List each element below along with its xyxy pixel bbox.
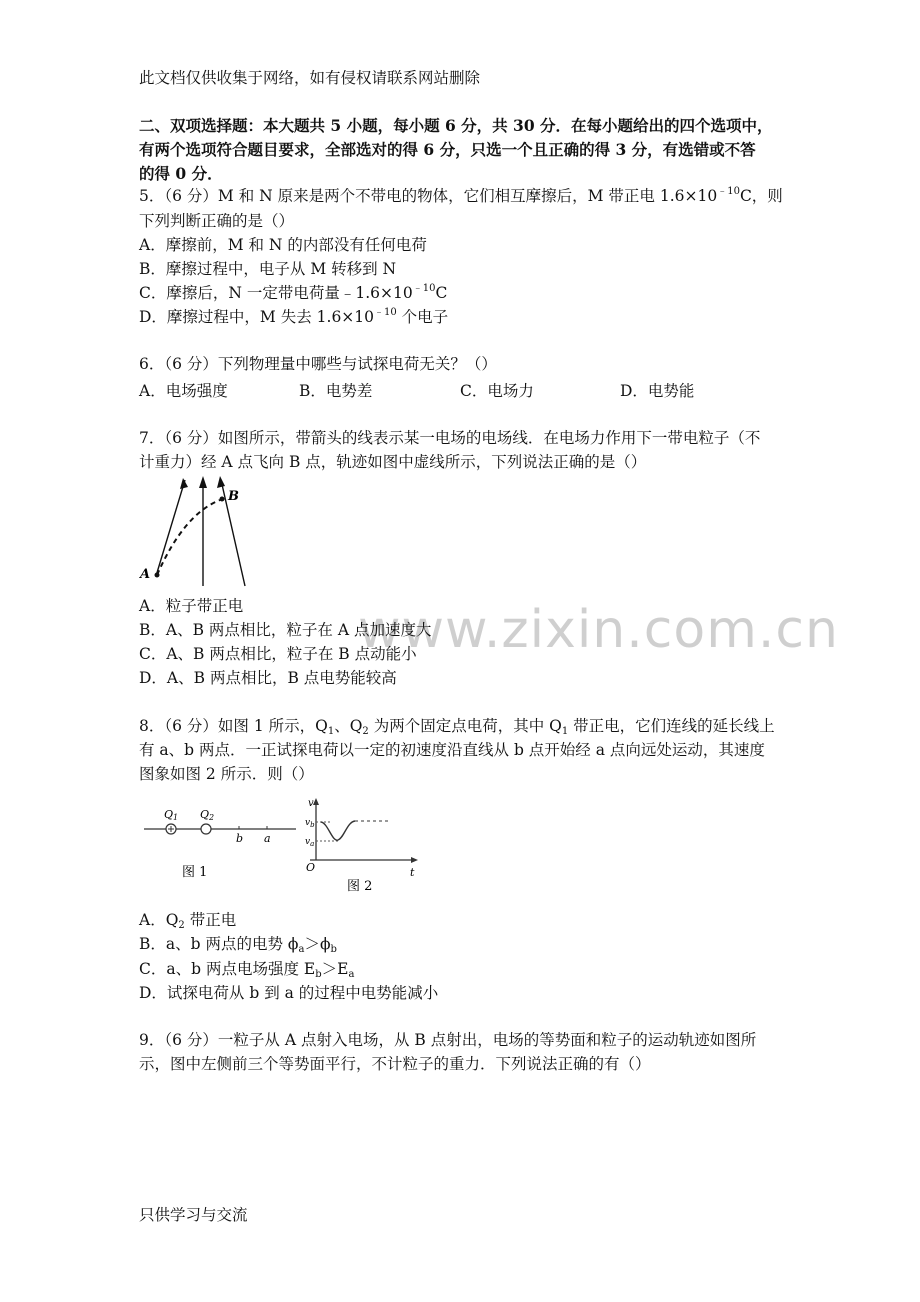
q5-option-a: A．摩擦前，M 和 N 的内部没有任何电荷 bbox=[139, 236, 427, 254]
q5-stem-line-1: 5．（6 分）M 和 N 原来是两个不带电的物体，它们相互摩擦后，M 带正电 $1.6\times 10^{﹣10}C$，则 bbox=[139, 186, 783, 205]
q8-stem-line-3: 图象如图 2 所示．则（） bbox=[139, 765, 314, 783]
t-axis-label: t bbox=[410, 866, 415, 879]
q6-option-b: B．电势差 bbox=[299, 382, 373, 400]
field-line-left bbox=[156, 480, 185, 576]
q5-option-c: C．摩擦后，N 一定带电荷量$﹣1.6\times 10^{﹣10}C$ bbox=[139, 283, 448, 302]
point-a-dot bbox=[155, 573, 160, 578]
q6-stem: 6．（6 分）下列物理量中哪些与试探电荷无关？（） bbox=[139, 355, 497, 373]
q5-stem-line-2: 下列判断正确的是（） bbox=[139, 212, 295, 230]
q2-charge-icon bbox=[201, 824, 211, 834]
q8-option-b: B．a、b 两点的电势 $\phi_a>\phi_b$ bbox=[139, 935, 337, 955]
watermark: www.zixin.com.cn bbox=[358, 600, 839, 660]
q5-option-b: B．摩擦过程中，电子从 M 转移到 N bbox=[139, 260, 397, 278]
point-b-label: b bbox=[236, 832, 244, 845]
q8-stem-line-1: 8．（6 分）如图 1 所示，$Q_1$、$Q_2$ 为两个固定点电荷，其中 $Q_1$ 带正电，它们连线的延长线上 bbox=[139, 717, 775, 737]
point-b-label: B bbox=[228, 489, 239, 504]
q7-stem-line-2: 计重力）经 A 点飞向 B 点，轨迹如图中虚线所示，下列说法正确的是（） bbox=[139, 453, 647, 471]
va-label: $v_a$ bbox=[305, 837, 315, 848]
section-title-line-1: 二、双项选择题：本大题共 5 小题，每小题 6 分，共 30 分．在每小题给出的四个选项中， bbox=[139, 116, 773, 135]
figure-2-caption: 图 2 bbox=[347, 879, 373, 894]
q7-option-d: D．A、B 两点相比，B 点电势能较高 bbox=[139, 669, 397, 687]
arrowhead-icon bbox=[199, 476, 207, 488]
q5-option-d: D．摩擦过程中，M 失去 $1.6\times 10^{﹣10}$ 个电子 bbox=[139, 307, 449, 326]
particle-trajectory bbox=[157, 500, 220, 575]
q9-stem-line-2: 示，图中左侧前三个等势面平行，不计粒子的重力．下列说法正确的有（） bbox=[139, 1055, 651, 1073]
figure-1-caption: 图 1 bbox=[182, 865, 208, 880]
q6-option-c: C．电场力 bbox=[460, 382, 534, 400]
q7-field-lines-figure bbox=[136, 474, 256, 590]
point-b-dot bbox=[220, 497, 225, 502]
origin-label: O bbox=[306, 861, 316, 874]
q8-option-d: D．试探电荷从 b 到 a 的过程中电势能减小 bbox=[139, 984, 439, 1002]
q7-stem-line-1: 7．（6 分）如图所示，带箭头的线表示某一电场的电场线．在电场力作用下一带电粒子（不 bbox=[139, 429, 761, 447]
q8-figure-1 bbox=[140, 808, 300, 888]
q8-stem-line-2: 有 a、b 两点．一正试探电荷以一定的初速度沿直线从 b 点开始经 a 点向远处运动，其速度 bbox=[139, 741, 765, 759]
velocity-curve bbox=[321, 821, 355, 840]
q7-option-b: B．A、B 两点相比，粒子在 A 点加速度大 bbox=[139, 621, 432, 639]
arrowhead-icon bbox=[411, 857, 418, 863]
vb-label: $v_b$ bbox=[305, 818, 315, 829]
q7-option-a: A．粒子带正电 bbox=[139, 597, 244, 615]
point-a-label: a bbox=[264, 832, 271, 845]
q8-option-a: A．$Q_2$ 带正电 bbox=[139, 911, 237, 931]
footer-note: 只供学习与交流 bbox=[139, 1206, 248, 1224]
arrowhead-icon bbox=[313, 798, 319, 805]
arrowhead-icon bbox=[180, 478, 188, 489]
section-title-line-3: 的得 0 分． bbox=[139, 164, 223, 183]
header-note: 此文档仅供收集于网络，如有侵权请联系网站删除 bbox=[139, 69, 481, 87]
q7-option-c: C．A、B 两点相比，粒子在 B 点动能小 bbox=[139, 645, 417, 663]
q9-stem-line-1: 9．（6 分）一粒子从 A 点射入电场，从 B 点射出，电场的等势面和粒子的运动轨迹如图所 bbox=[139, 1031, 757, 1049]
point-a-label: A bbox=[140, 567, 151, 582]
q8-option-c: C．a、b 两点电场强度 $E_b>E_a$ bbox=[139, 960, 355, 980]
v-axis-label: v bbox=[308, 798, 314, 809]
q2-label: Q2 bbox=[200, 808, 215, 822]
q1-label: Q1 bbox=[164, 808, 179, 822]
q6-option-d: D．电势能 bbox=[620, 382, 695, 400]
q6-option-a: A．电场强度 bbox=[139, 382, 228, 400]
arrowhead-icon bbox=[217, 476, 225, 488]
q8-figure-2-velocity-time bbox=[300, 794, 424, 896]
section-title-line-2: 有两个选项符合题目要求，全部选对的得 6 分，只选一个且正确的得 3 分，有选错或不答 bbox=[139, 140, 756, 159]
